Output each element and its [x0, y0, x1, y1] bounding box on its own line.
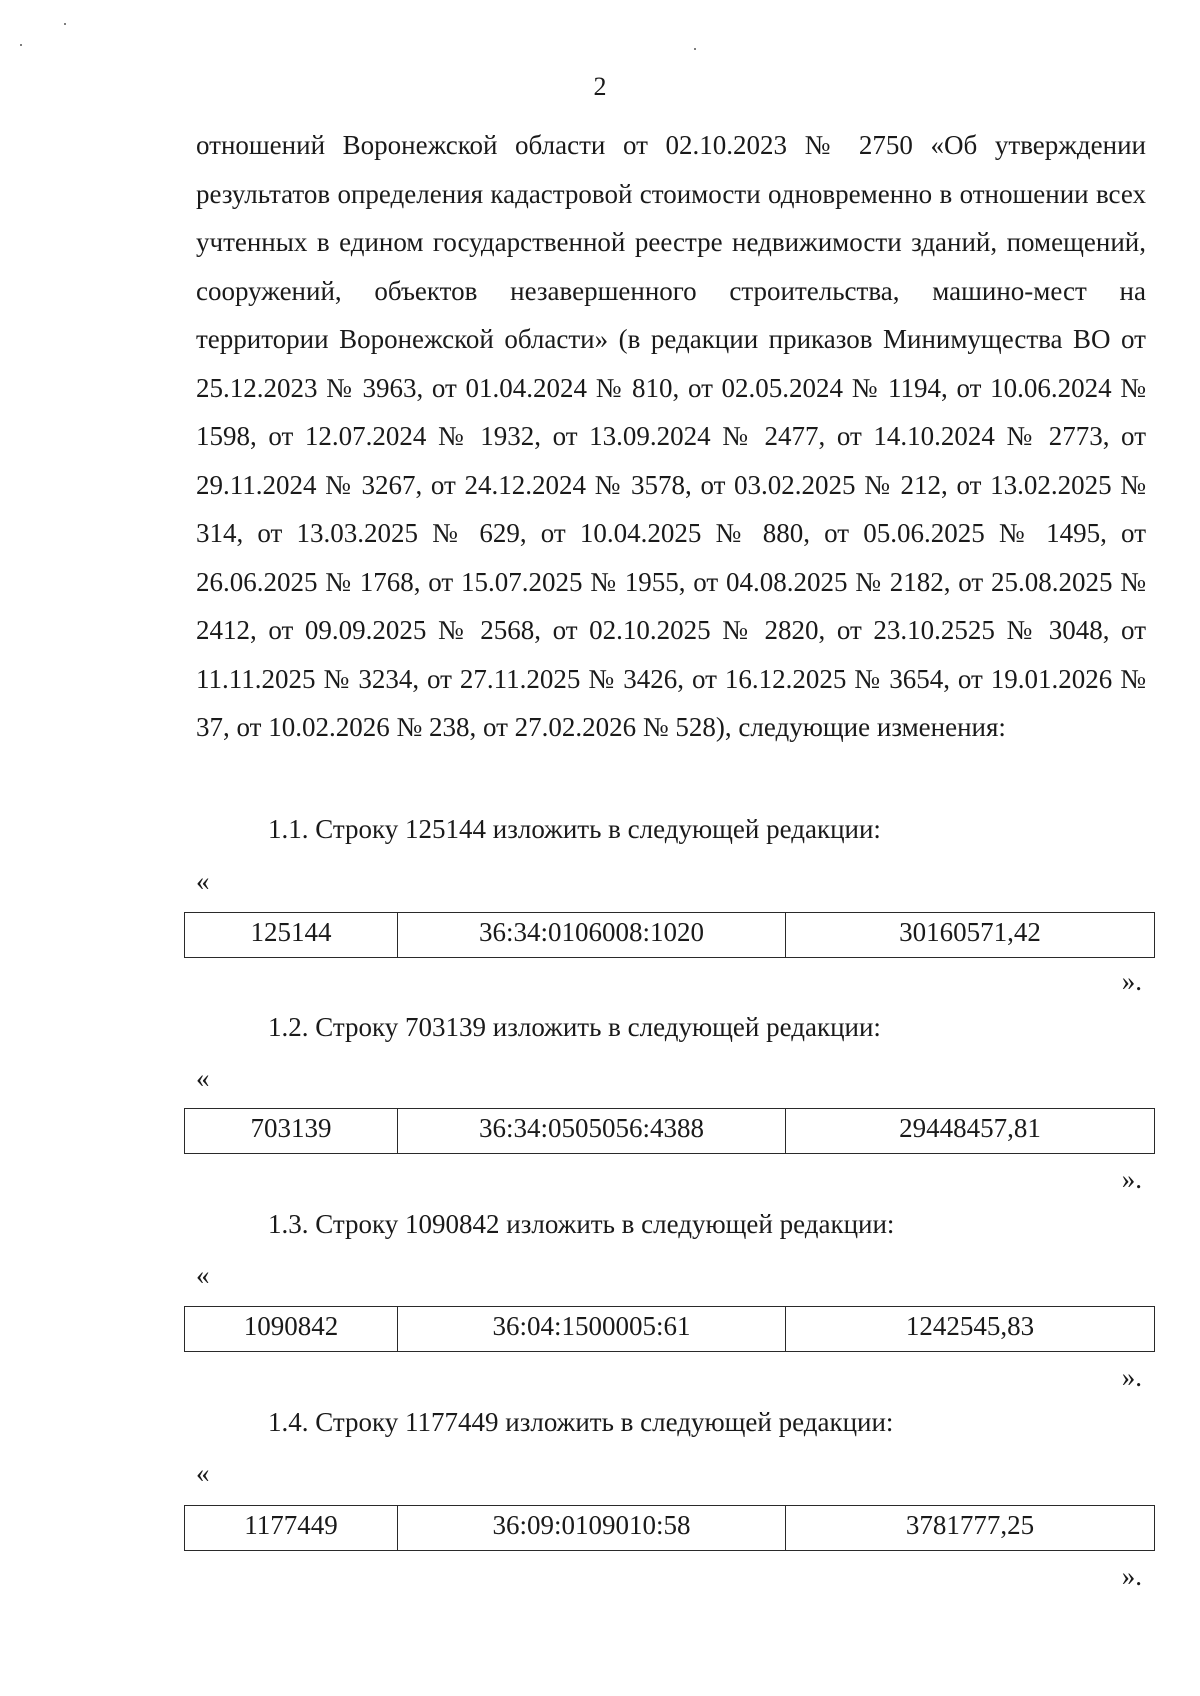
cadastral-number-cell: 36:34:0106008:1020 — [398, 913, 786, 958]
close-quote: ». — [1121, 1561, 1142, 1591]
cadastral-number-cell: 36:09:0109010:58 — [398, 1506, 786, 1551]
cadastral-number-cell: 36:04:1500005:61 — [398, 1307, 786, 1352]
open-quote: « — [196, 1458, 210, 1488]
scan-speck — [694, 48, 696, 50]
open-quote: « — [196, 1260, 210, 1290]
cadastral-number-cell: 36:34:0505056:4388 — [398, 1109, 786, 1154]
table-row — [185, 1506, 1155, 1551]
open-quote: « — [196, 866, 210, 896]
section-heading: 1.3. Строку 1090842 изложить в следующей редакции: — [268, 1209, 895, 1239]
table-row — [185, 1307, 1155, 1352]
row-number-cell: 703139 — [185, 1109, 398, 1154]
row-number-cell: 125144 — [185, 913, 398, 958]
close-quote: ». — [1121, 1164, 1142, 1194]
close-quote: ». — [1121, 1362, 1142, 1392]
cadastral-value-cell: 29448457,81 — [786, 1109, 1155, 1154]
scan-speck — [20, 44, 22, 46]
open-quote: « — [196, 1063, 210, 1093]
close-quote: ». — [1121, 966, 1142, 996]
row-number-cell: 1177449 — [185, 1506, 398, 1551]
cadastral-value-cell: 3781777,25 — [786, 1506, 1155, 1551]
scan-speck — [64, 23, 66, 25]
section-heading: 1.1. Строку 125144 изложить в следующей редакции: — [268, 814, 881, 844]
row-number-cell: 1090842 — [185, 1307, 398, 1352]
data-table — [184, 912, 1155, 958]
data-table — [184, 1108, 1155, 1154]
page-number: 2 — [593, 72, 607, 101]
section-heading: 1.2. Строку 703139 изложить в следующей редакции: — [268, 1012, 881, 1042]
cadastral-value-cell: 1242545,83 — [786, 1307, 1155, 1352]
data-table — [184, 1505, 1155, 1551]
section-heading: 1.4. Строку 1177449 изложить в следующей редакции: — [268, 1407, 894, 1437]
table-row — [185, 1109, 1155, 1154]
body-paragraph: отношений Воронежской области от 02.10.2023 № 2750 «Об утверждении результатов определения кадастровой стоимости одновременно в отношении всех учтенных в едином государственной реестре недвижимости зданий, помещений, сооружений, объектов незавершенного строительства, машино-мест на территории Воронежской области» (в редакции приказов Минимущества ВО от 25.12.2023 № 3963, от 01.04.2024 № 810, от 02.05.2024 № 1194, от 10.06.2024 № 1598, от 12.07.2024 № 1932, от 13.09.2024 № 2477, от 14.10.2024 № 2773, от 29.11.2024 № 3267, от 24.12.2024 № 3578, от 03.02.2025 № 212, от 13.02.2025 № 314, от 13.03.2025 № 629, от 10.04.2025 № 880, от 05.06.2025 № 1495, от 26.06.2025 № 1768, от 15.07.2025 № 1955, от 04.08.2025 № 2182, от 25.08.2025 № 2412, от 09.09.2025 № 2568, от 02.10.2025 № 2820, от 23.10.2525 № 3048, от 11.11.2025 № 3234, от 27.11.2025 № 3426, от 16.12.2025 № 3654, от 19.01.2026 № 37, от 10.02.2026 № 238, от 27.02.2026 № 528), следующие изменения: — [196, 130, 1146, 742]
data-table — [184, 1306, 1155, 1352]
cadastral-value-cell: 30160571,42 — [786, 913, 1155, 958]
table-row — [185, 913, 1155, 958]
